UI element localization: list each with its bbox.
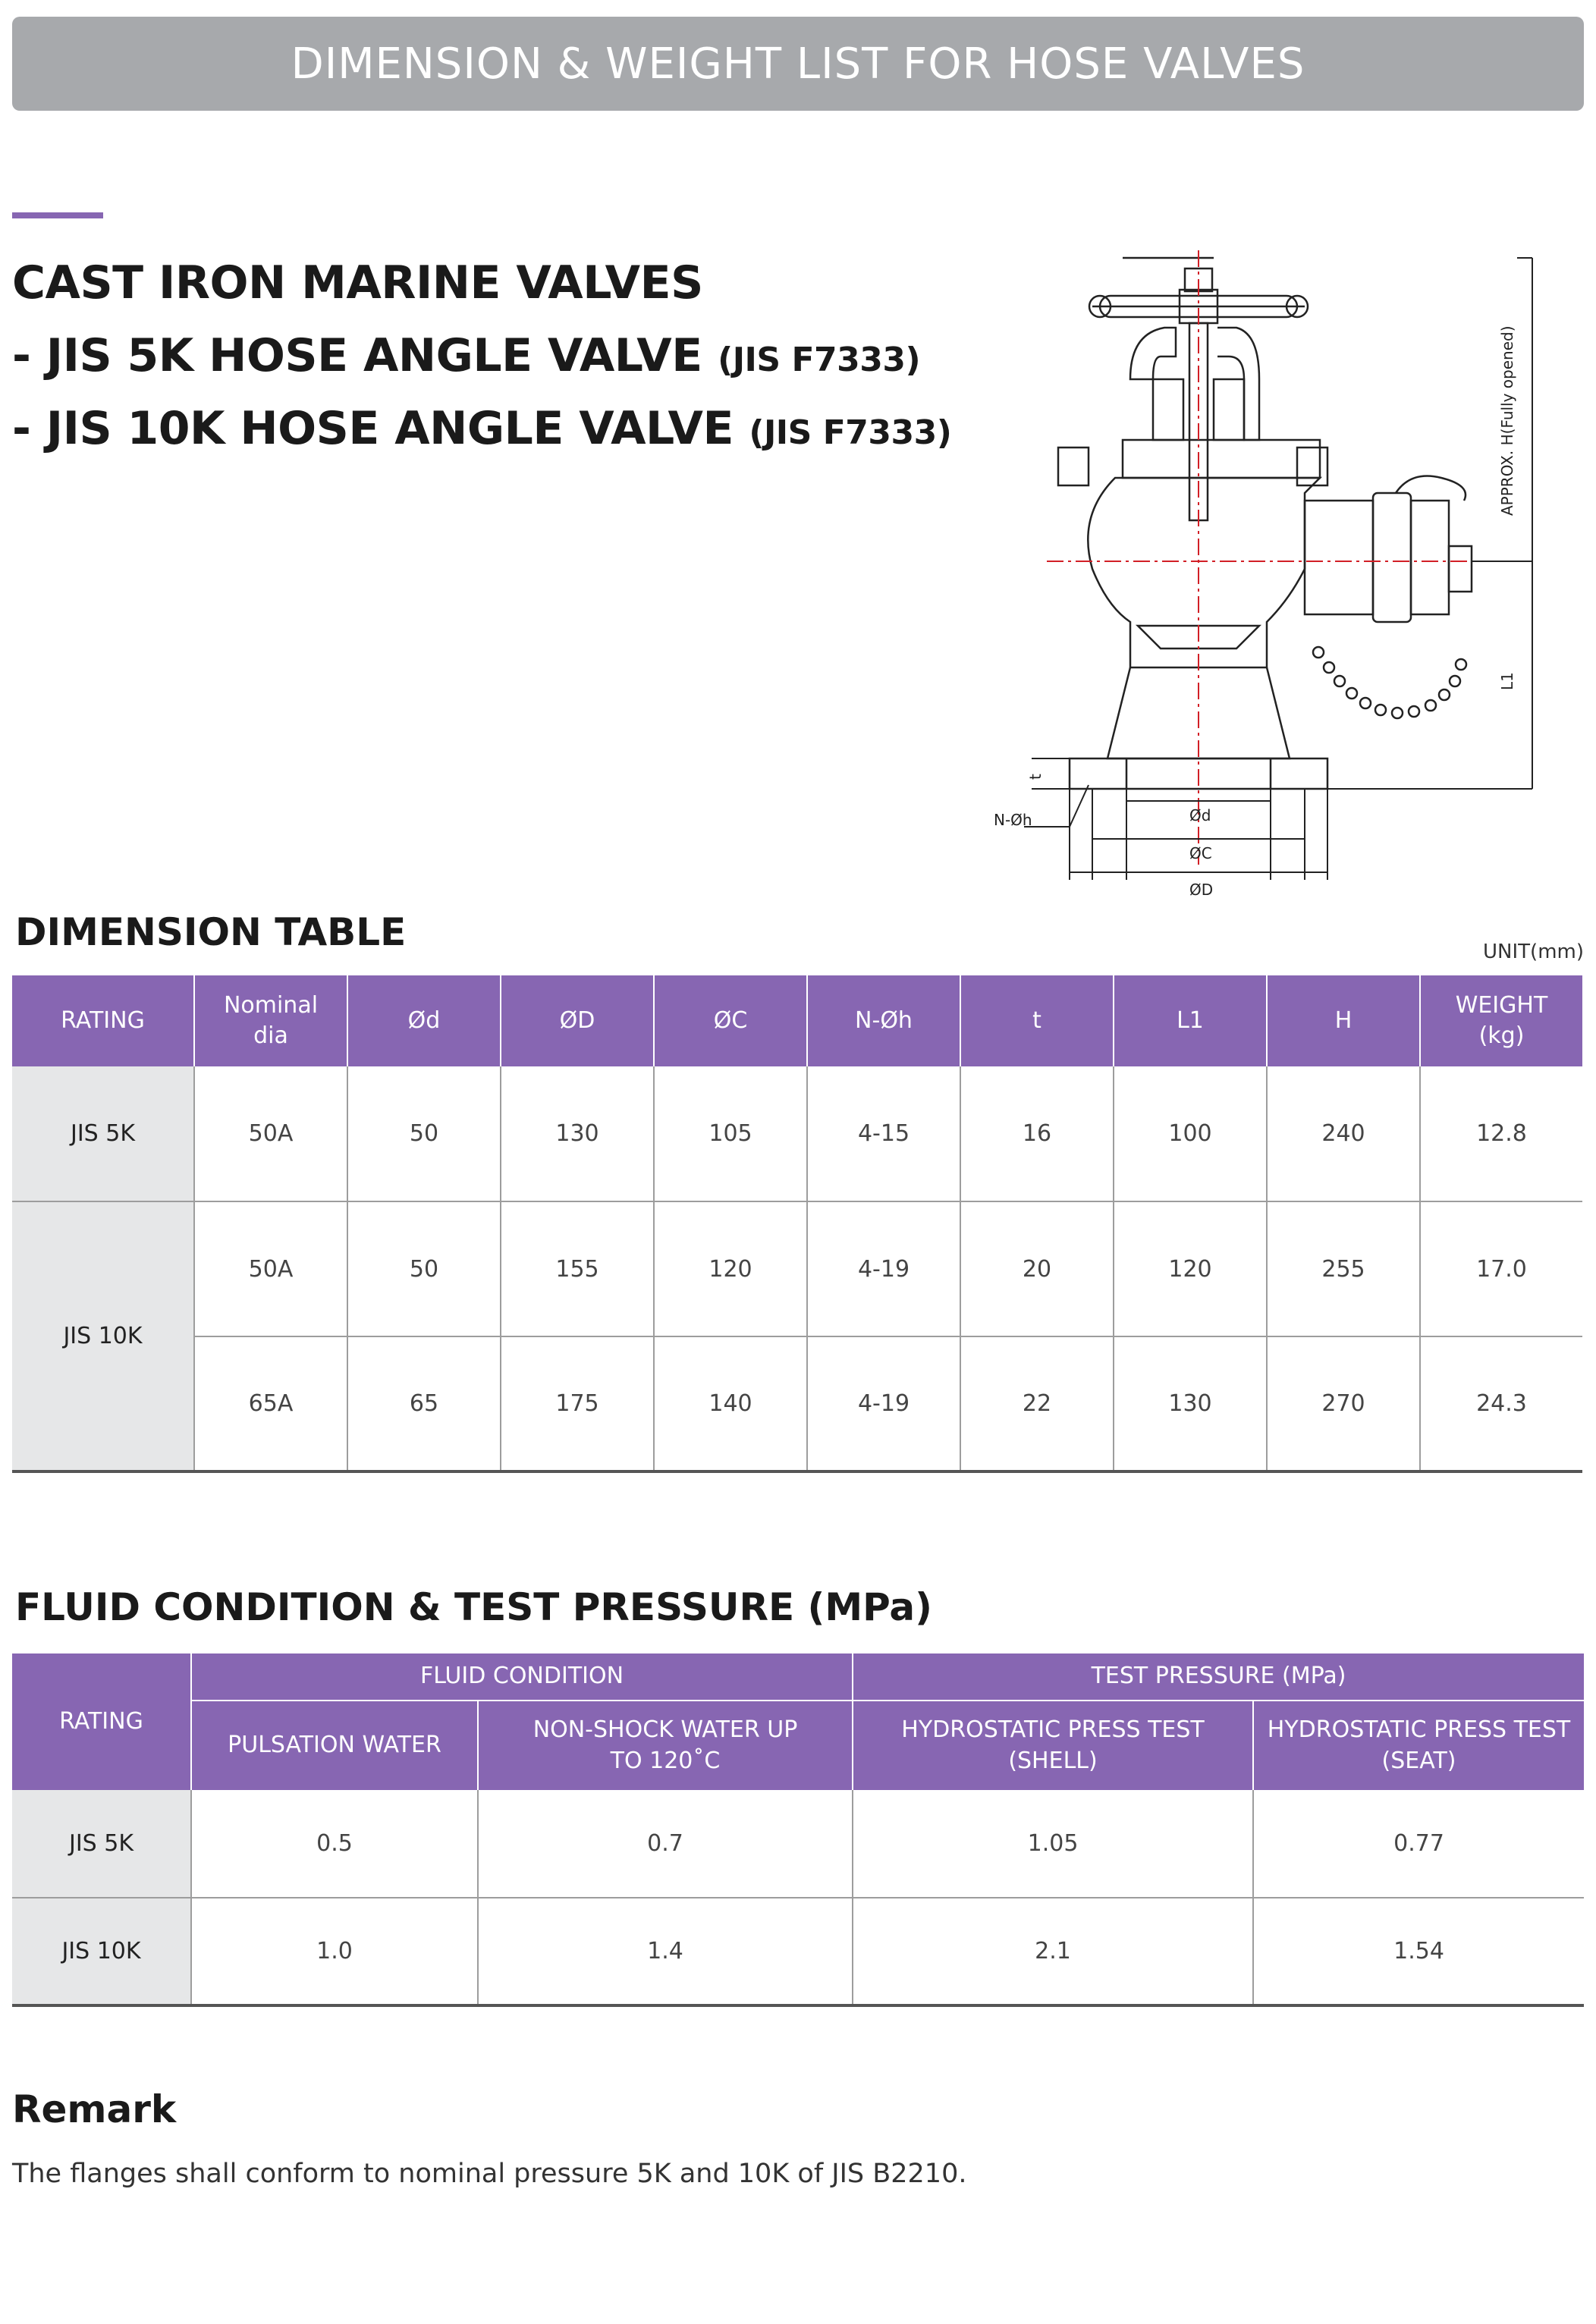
- header-rating: RATING: [12, 975, 194, 1066]
- fluid-table-header-top: [12, 1653, 1584, 1701]
- cell-nominal: 50A: [194, 1201, 347, 1336]
- table-row: [12, 1336, 1582, 1471]
- page-title: [12, 256, 703, 309]
- header-seat: HYDROSTATIC PRESS TEST (SEAT): [1253, 1701, 1584, 1790]
- label-noh: N-Øh: [994, 811, 1032, 829]
- cell-noh: 4-19: [807, 1336, 960, 1471]
- cell-nonshock: 1.4: [478, 1898, 853, 2005]
- cell-D: 130: [501, 1066, 654, 1201]
- fluid-table-title: FLUID CONDITION & TEST PRESSURE (MPa): [15, 1585, 933, 1629]
- cell-nominal: 50A: [194, 1066, 347, 1201]
- cell-l1: 100: [1114, 1066, 1267, 1201]
- cell-l1: 130: [1114, 1336, 1267, 1471]
- row-rating: JIS 5K: [12, 1066, 194, 1201]
- cell-d: 50: [347, 1201, 501, 1336]
- cell-C: 105: [654, 1066, 807, 1201]
- header-D: ØD: [501, 975, 654, 1066]
- cell-C: 120: [654, 1201, 807, 1336]
- fluid-condition-table: [12, 1653, 1584, 2007]
- header-test-pressure: TEST PRESSURE (MPa): [853, 1653, 1584, 1701]
- header-fluid-condition: FLUID CONDITION: [191, 1653, 853, 1701]
- table-row: [12, 1066, 1582, 1201]
- header-l1: L1: [1114, 975, 1267, 1066]
- banner-title: DIMENSION & WEIGHT LIST FOR HOSE VALVES: [291, 39, 1305, 89]
- cell-seat: 0.77: [1253, 1790, 1584, 1898]
- cell-seat: 1.54: [1253, 1898, 1584, 2005]
- cell-t: 22: [960, 1336, 1114, 1471]
- dimension-table-header: [12, 975, 1582, 1066]
- row-rating: JIS 10K: [12, 1898, 191, 2005]
- cell-weight: 17.0: [1420, 1201, 1582, 1336]
- cell-l1: 120: [1114, 1201, 1267, 1336]
- fluid-table-header-sub: [12, 1701, 1584, 1790]
- label-oc: ØC: [1189, 844, 1212, 862]
- title-line-2: [12, 329, 920, 382]
- cell-nominal: 65A: [194, 1336, 347, 1471]
- dimension-table: [12, 975, 1582, 1473]
- header-t: t: [960, 975, 1114, 1066]
- row-rating: JIS 5K: [12, 1790, 191, 1898]
- cell-t: 20: [960, 1201, 1114, 1336]
- remark-text: The flanges shall conform to nominal pressure 5K and 10K of JIS B2210.: [12, 2159, 967, 2189]
- table-row: [12, 1790, 1584, 1898]
- remark-title: Remark: [12, 2087, 177, 2131]
- title-line-3-main: - JIS 10K HOSE ANGLE VALVE: [12, 402, 749, 455]
- label-l1: L1: [1498, 672, 1516, 690]
- cell-D: 155: [501, 1201, 654, 1336]
- cell-pulsation: 1.0: [191, 1898, 478, 2005]
- title-line-2-main: - JIS 5K HOSE ANGLE VALVE: [12, 329, 718, 382]
- page-banner: [12, 17, 1584, 111]
- cell-d: 50: [347, 1066, 501, 1201]
- header-d: Ød: [347, 975, 501, 1066]
- header-nominal: Nominal dia: [194, 975, 347, 1066]
- cell-C: 140: [654, 1336, 807, 1471]
- header-h: H: [1267, 975, 1420, 1066]
- header-rating: RATING: [12, 1653, 191, 1790]
- valve-drawing: [986, 243, 1532, 899]
- cell-D: 175: [501, 1336, 654, 1471]
- cell-h: 255: [1267, 1201, 1420, 1336]
- header-nonshock: NON-SHOCK WATER UP TO 120˚C: [478, 1701, 853, 1790]
- header-pulsation: PULSATION WATER: [191, 1701, 478, 1790]
- label-approx-h: APPROX. H(Fully opened): [1498, 325, 1516, 516]
- cell-nonshock: 0.7: [478, 1790, 853, 1898]
- cell-weight: 24.3: [1420, 1336, 1582, 1471]
- title-line-3-standard: (JIS F7333): [749, 413, 952, 452]
- title-line-1: CAST IRON MARINE VALVES: [12, 256, 703, 309]
- label-od-large: ØD: [1189, 881, 1214, 899]
- header-noh: N-Øh: [807, 975, 960, 1066]
- label-od-small: Ød: [1189, 806, 1211, 824]
- label-t: t: [1026, 774, 1045, 780]
- header-shell: HYDROSTATIC PRESS TEST (SHELL): [853, 1701, 1253, 1790]
- table-row: [12, 1201, 1582, 1336]
- cell-noh: 4-15: [807, 1066, 960, 1201]
- row-rating: JIS 10K: [12, 1201, 194, 1471]
- accent-divider: [12, 212, 103, 218]
- header-C: ØC: [654, 975, 807, 1066]
- header-weight: WEIGHT (kg): [1420, 975, 1582, 1066]
- cell-shell: 1.05: [853, 1790, 1253, 1898]
- cell-pulsation: 0.5: [191, 1790, 478, 1898]
- cell-t: 16: [960, 1066, 1114, 1201]
- cell-h: 240: [1267, 1066, 1420, 1201]
- title-line-3: [12, 402, 951, 455]
- cell-h: 270: [1267, 1336, 1420, 1471]
- cell-d: 65: [347, 1336, 501, 1471]
- table-row: [12, 1898, 1584, 2005]
- dimension-table-title: DIMENSION TABLE: [15, 910, 407, 954]
- cell-weight: 12.8: [1420, 1066, 1582, 1201]
- title-line-2-standard: (JIS F7333): [718, 341, 921, 379]
- cell-shell: 2.1: [853, 1898, 1253, 2005]
- cell-noh: 4-19: [807, 1201, 960, 1336]
- unit-label: UNIT(mm): [1483, 941, 1584, 963]
